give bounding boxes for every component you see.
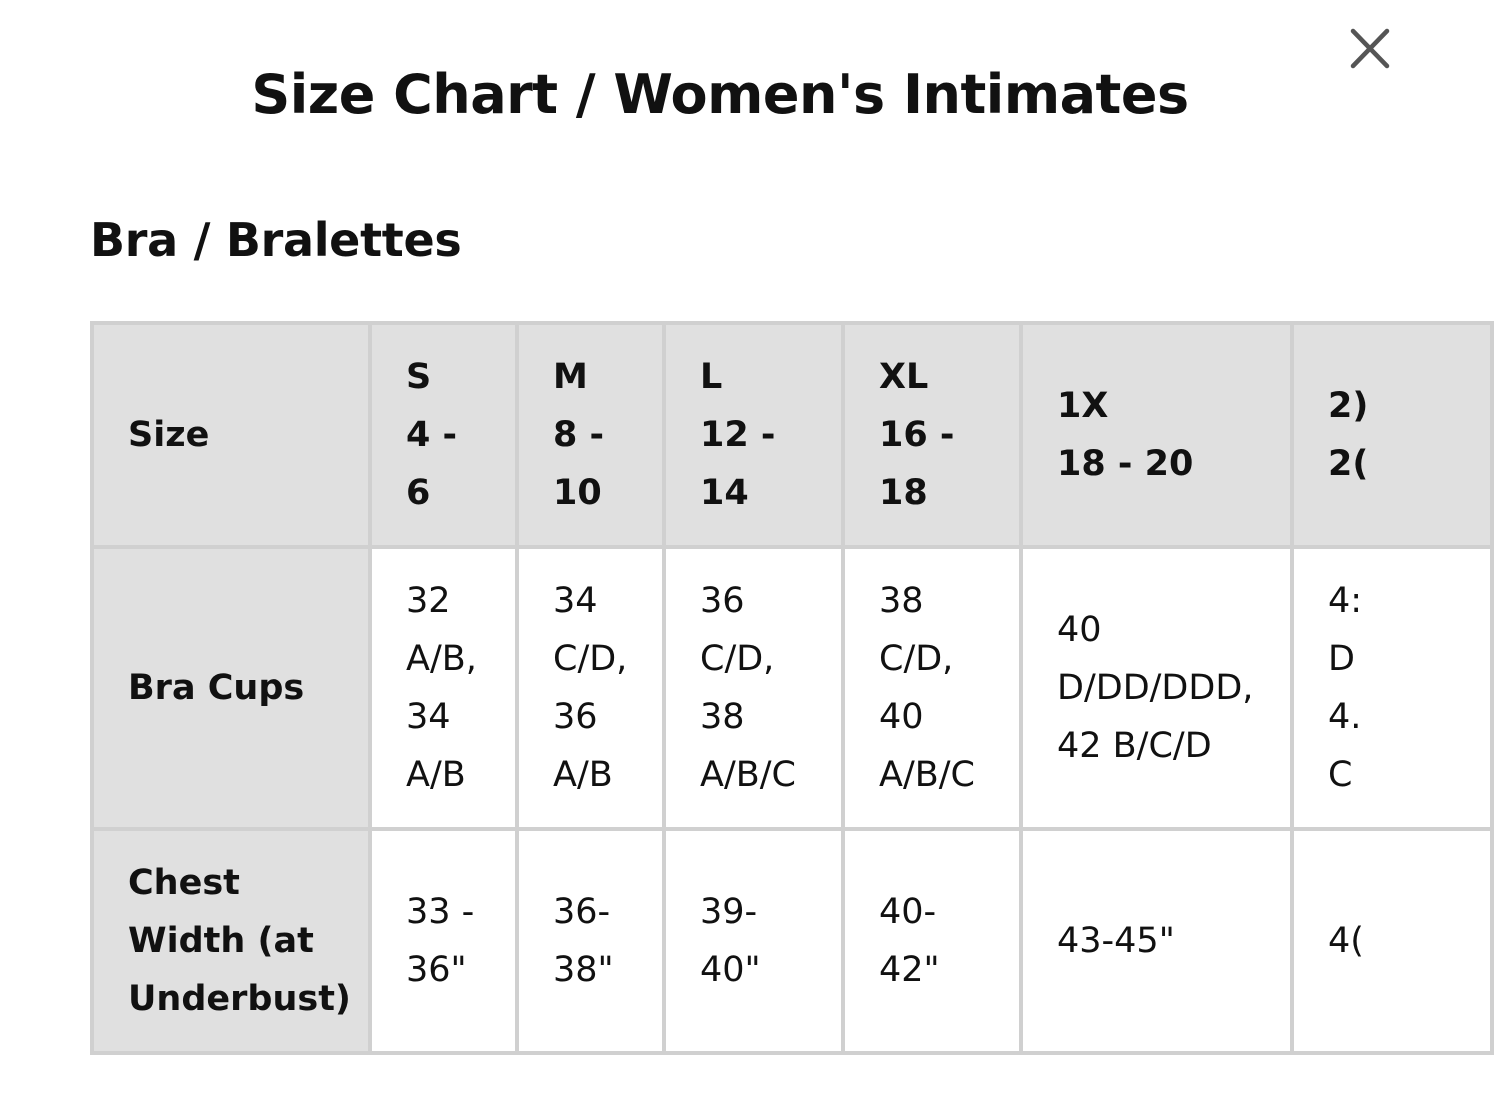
table-cell-line: 34 bbox=[406, 697, 451, 737]
size-column-header-line: 4 - bbox=[406, 415, 458, 455]
table-cell bbox=[843, 829, 1021, 1053]
size-column-header-line: 8 - bbox=[553, 415, 605, 455]
table-cell bbox=[517, 547, 664, 829]
size-column-header-line: 2) bbox=[1328, 386, 1369, 426]
size-table-scroll[interactable] bbox=[90, 321, 1369, 1053]
table-cell-line: 40" bbox=[700, 950, 761, 990]
table-cell-line: 40 bbox=[1057, 610, 1102, 650]
table-cell-line: 38 bbox=[879, 581, 924, 621]
table-cell-line: A/B/C bbox=[879, 755, 975, 795]
table-cell bbox=[1021, 829, 1292, 1053]
table-cell-line: 36" bbox=[406, 950, 467, 990]
table-cell-line: 40- bbox=[879, 892, 937, 932]
size-column-header-line: 14 bbox=[700, 473, 749, 513]
modal-title: Size Chart / Women's Intimates bbox=[251, 63, 1189, 126]
row-header bbox=[92, 829, 370, 1053]
size-column-header bbox=[370, 323, 517, 547]
table-cell-line: 33 - bbox=[406, 892, 475, 932]
table-cell bbox=[370, 547, 517, 829]
size-column-header-line: L bbox=[700, 357, 723, 397]
table-cell bbox=[370, 829, 517, 1053]
size-column-header-line: 10 bbox=[553, 473, 602, 513]
size-column-header bbox=[1021, 323, 1292, 547]
table-cell-line: D/DD/DDD, bbox=[1057, 668, 1254, 708]
table-cell-line: 36- bbox=[553, 892, 611, 932]
row-header-line: Chest bbox=[128, 863, 240, 903]
table-cell-line: 36 bbox=[553, 697, 598, 737]
table-cell bbox=[1292, 829, 1492, 1053]
table-cell bbox=[1292, 547, 1492, 829]
size-column-header-line: XL bbox=[879, 357, 929, 397]
table-cell bbox=[664, 547, 843, 829]
table-header-row bbox=[92, 323, 1492, 547]
table-cell bbox=[843, 547, 1021, 829]
table-cell-line: A/B, bbox=[406, 639, 477, 679]
table-cell-line: 4. bbox=[1328, 697, 1362, 737]
table-cell bbox=[664, 829, 843, 1053]
table-cell-line: D bbox=[1328, 639, 1355, 679]
table-cell-line: 36 bbox=[700, 581, 745, 621]
table-cell-line: C/D, bbox=[700, 639, 775, 679]
table-cell-line: 38" bbox=[553, 950, 614, 990]
size-column-header bbox=[1292, 323, 1492, 547]
row-chest-width bbox=[92, 829, 1492, 1053]
size-column-header-line: 16 - bbox=[879, 415, 955, 455]
section-title: Bra / Bralettes bbox=[90, 213, 462, 267]
size-column-header-line: 12 - bbox=[700, 415, 776, 455]
table-cell-line: 38 bbox=[700, 697, 745, 737]
table-cell-line: 40 bbox=[879, 697, 924, 737]
table-cell-line: 32 bbox=[406, 581, 451, 621]
size-table bbox=[90, 321, 1494, 1055]
size-column-header-line: 18 bbox=[879, 473, 928, 513]
row-header bbox=[92, 547, 370, 829]
table-cell-line: A/B bbox=[553, 755, 613, 795]
row-header-line: Bra Cups bbox=[128, 668, 305, 708]
size-column-header-line: 2( bbox=[1328, 444, 1369, 484]
row-header-line: Underbust) bbox=[128, 979, 351, 1019]
size-column-header bbox=[843, 323, 1021, 547]
table-cell-line: 34 bbox=[553, 581, 598, 621]
table-cell-line: A/B/C bbox=[700, 755, 796, 795]
table-cell-line: 4: bbox=[1328, 581, 1363, 621]
table-cell-line: 43-45" bbox=[1057, 921, 1175, 961]
table-cell-line: C bbox=[1328, 755, 1353, 795]
table-cell bbox=[1021, 547, 1292, 829]
size-column-header bbox=[664, 323, 843, 547]
table-cell-line: 42 B/C/D bbox=[1057, 726, 1212, 766]
table-cell-line: 42" bbox=[879, 950, 940, 990]
size-column-header-line: M bbox=[553, 357, 588, 397]
table-cell-line: A/B bbox=[406, 755, 466, 795]
row-header-line: Width (at bbox=[128, 921, 314, 961]
size-column-header-line: 6 bbox=[406, 473, 431, 513]
table-cell bbox=[517, 829, 664, 1053]
header-label-size: Size bbox=[92, 323, 370, 547]
size-column-header-line: 1X bbox=[1057, 386, 1109, 426]
size-column-header-line: S bbox=[406, 357, 432, 397]
table-cell-line: C/D, bbox=[879, 639, 954, 679]
table-cell-line: 4( bbox=[1328, 921, 1364, 961]
size-column-header bbox=[517, 323, 664, 547]
size-column-header-line: 18 - 20 bbox=[1057, 444, 1194, 484]
row-bra-cups bbox=[92, 547, 1492, 829]
table-cell-line: 39- bbox=[700, 892, 758, 932]
table-cell-line: C/D, bbox=[553, 639, 628, 679]
